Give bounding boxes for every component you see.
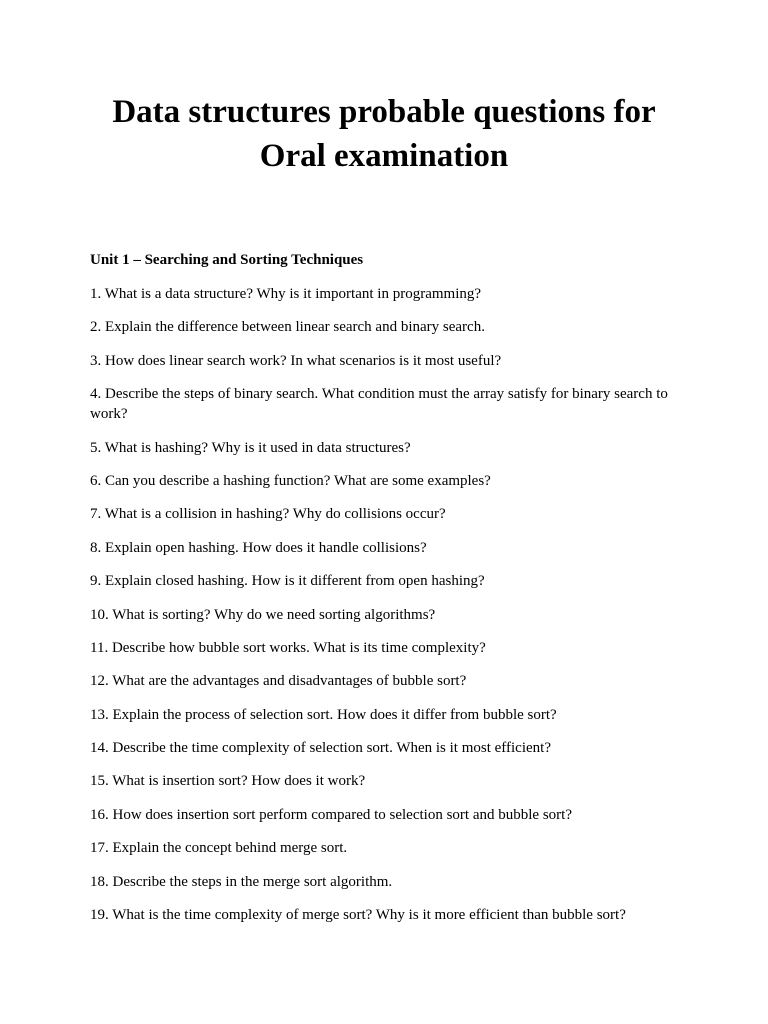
question-item: 19. What is the time complexity of merge sort? Why is it more efficient than bubble sort? [90,907,626,924]
question-item: 9. Explain closed hashing. How is it different from open hashing? [90,573,485,590]
question-item: 11. Describe how bubble sort works. What is its time complexity? [90,639,486,656]
document-content [90,250,690,938]
question-item: 16. How does insertion sort perform compared to selection sort and bubble sort? [90,806,572,823]
question-item: 3. How does linear search work? In what scenarios is it most useful? [90,352,502,369]
question-item: 14. Describe the time complexity of selection sort. When is it most efficient? [90,740,551,757]
question-item: 12. What are the advantages and disadvantages of bubble sort? [90,673,467,690]
question-item: 4. Describe the steps of binary search. What condition must the array satisfy for binary search to work? [90,386,668,423]
question-item: 5. What is hashing? Why is it used in data structures? [90,439,411,456]
question-item: 18. Describe the steps in the merge sort algorithm. [90,873,393,890]
question-list [90,284,690,925]
question-item: 13. Explain the process of selection sort. How does it differ from bubble sort? [90,706,557,723]
question-item: 17. Explain the concept behind merge sort. [90,840,348,857]
question-item: 8. Explain open hashing. How does it handle collisions? [90,539,427,556]
question-item: 6. Can you describe a hashing function? What are some examples? [90,472,491,489]
title-line-1: Data structures probable questions for [112,94,656,130]
unit-heading: Unit 1 – Searching and Sorting Techniques [90,252,364,268]
question-item: 7. What is a collision in hashing? Why do collisions occur? [90,506,446,523]
question-item: 15. What is insertion sort? How does it work? [90,773,366,790]
question-item: 2. Explain the difference between linear search and binary search. [90,319,485,336]
document-title [60,90,708,178]
title-line-2: Oral examination [259,138,509,174]
question-item: 1. What is a data structure? Why is it important in programming? [90,286,482,302]
question-item: 10. What is sorting? Why do we need sorting algorithms? [90,606,436,623]
